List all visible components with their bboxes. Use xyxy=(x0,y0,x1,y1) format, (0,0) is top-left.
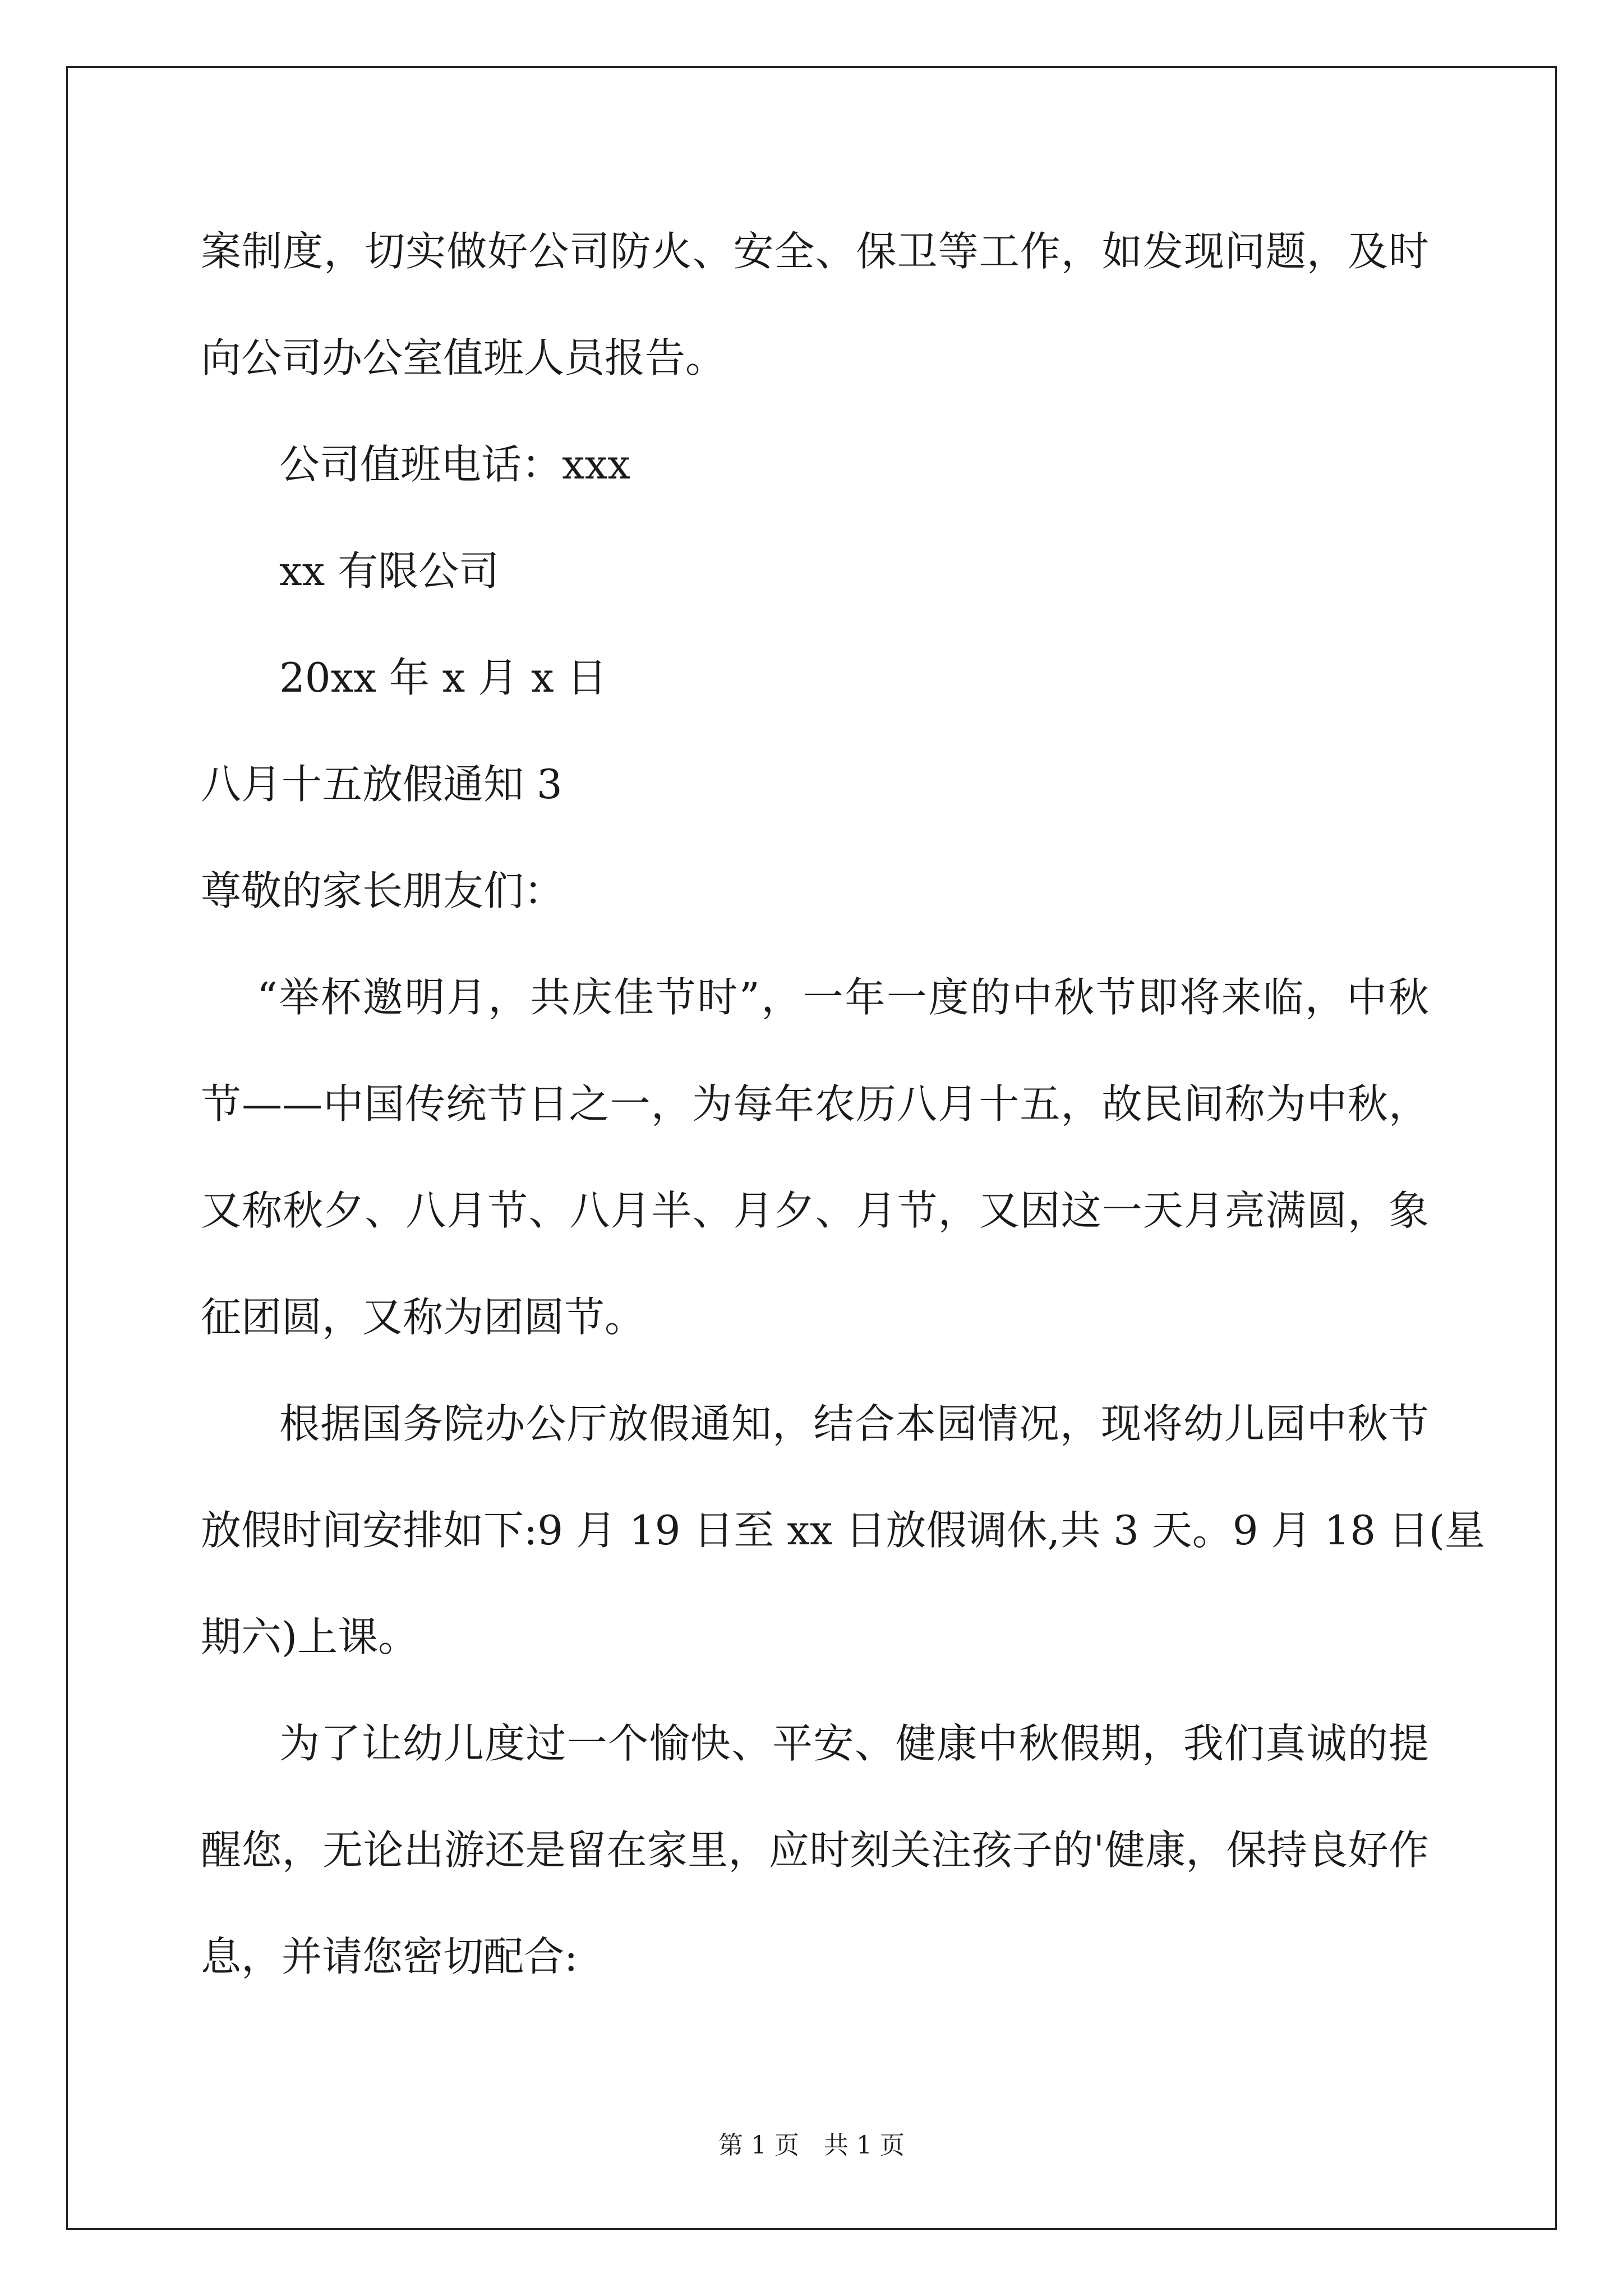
section-title: 八月十五放假通知 3 xyxy=(201,761,562,808)
text-line: 息，并请您密切配合: xyxy=(201,1933,578,1980)
duty-phone-line: 公司值班电话：xxx xyxy=(279,441,630,488)
page-border xyxy=(66,66,1557,2230)
text-line: 向公司办公室值班人员报告。 xyxy=(201,334,726,381)
text-line: 放假时间安排如下:9 月 19 日至 xx 日放假调休,共 3 天。9 月 18 日(星 xyxy=(201,1507,1485,1554)
text-line: 为了让幼儿度过一个愉快、平安、健康中秋假期，我们真诚的提 xyxy=(279,1720,1429,1767)
text-line: 节——中国传统节日之一，为每年农历八月十五，故民间称为中秋， xyxy=(201,1080,1429,1128)
company-name: xx 有限公司 xyxy=(279,547,500,595)
date-line: 20xx 年 x 月 x 日 xyxy=(279,654,607,701)
text-line: 醒您，无论出游还是留在家里，应时刻关注孩子的'健康，保持良好作 xyxy=(201,1826,1429,1874)
text-line: 又称秋夕、八月节、八月半、月夕、月节，又因这一天月亮满圆，象 xyxy=(201,1187,1429,1234)
salutation: 尊敬的家长朋友们： xyxy=(201,867,565,914)
text-line: 案制度，切实做好公司防火、安全、保卫等工作，如发现问题，及时 xyxy=(201,228,1429,275)
text-line: 征团圆，又称为团圆节。 xyxy=(201,1294,645,1341)
text-line: 根据国务院办公厅放假通知，结合本园情况，现将幼儿园中秋节 xyxy=(279,1400,1429,1447)
text-line: 期六)上课。 xyxy=(201,1613,419,1660)
page-footer: 第 1 页 共 1 页 xyxy=(718,2131,905,2160)
text-line: “举杯邀明月，共庆佳节时”，一年一度的中秋节即将来临，中秋 xyxy=(257,974,1429,1021)
